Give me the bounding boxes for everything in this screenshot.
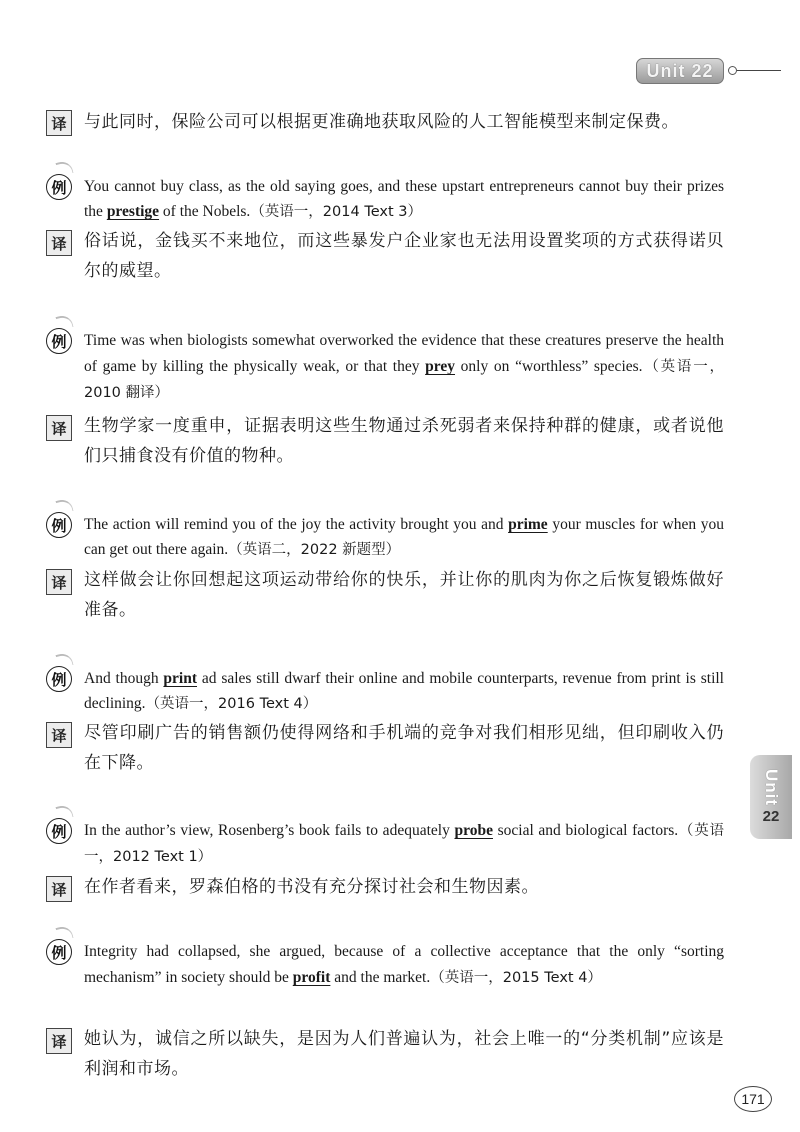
keyword: prime [508,516,548,533]
unit-header-tab: Unit 22 [636,58,724,84]
example-label: 例 [46,939,72,965]
header-line-dot [728,66,737,75]
translation-label: 译 [46,110,72,136]
translation-text: 她认为，诚信之所以缺失，是因为人们普遍认为，社会上唯一的“分类机制”应该是利润和市场。 [84,1029,724,1079]
source-citation: （英语一，2012 Text 1） [84,823,724,865]
example-label: 例 [46,818,72,844]
example-label: 例 [46,328,72,354]
source-citation: （英语一，2016 Text 4） [145,696,318,712]
translation-text: 这样做会让你回想起这项运动带给你的快乐，并让你的肌肉为你之后恢复锻炼做好准备。 [84,570,724,620]
translation-label: 译 [46,876,72,902]
keyword: profit [292,969,331,986]
source-citation: （英语二，2022 新题型） [228,542,401,558]
page-number: 171 [734,1086,772,1112]
side-unit-number: 22 [762,808,780,826]
translation-label: 译 [46,569,72,595]
keyword: print [163,670,198,687]
example-sentence: The action will remind you of the joy the activity brought you and prime your muscles for when you can get out there again.（英语二，2022 新题型） [84,516,724,558]
example-label: 例 [46,174,72,200]
keyword: prestige [106,203,160,220]
example-label: 例 [46,666,72,692]
translation-label: 译 [46,1028,72,1054]
translation-label: 译 [46,415,72,441]
source-citation: （英语一，2015 Text 4） [430,970,602,986]
example-sentence: Integrity had collapsed, she argued, because of a collective acceptance that the only “sorting mechanism” in society should be profit and the market.（英语一，2015 Text 4） [84,943,724,986]
keyword: probe [454,822,493,839]
example-sentence: And though print ad sales still dwarf their online and mobile counterparts, revenue from print is still declining.（英语一，2016 Text 4） [84,670,724,712]
side-unit-tab [750,755,792,839]
source-citation: （英语一，2014 Text 3） [250,204,422,220]
example-sentence: In the author’s view, Rosenberg’s book fails to adequately probe social and biological factors.（英语一，2012 Text 1） [84,822,724,865]
header-line [737,70,781,71]
translation-text: 在作者看来，罗森伯格的书没有充分探讨社会和生物因素。 [84,877,539,897]
translation-label: 译 [46,722,72,748]
example-sentence: You cannot buy class, as the old saying goes, and these upstart entrepreneurs cannot buy their prizes the prestige of the Nobels.（英语一，2014 Text 3） [84,178,724,220]
example-label: 例 [46,512,72,538]
keyword: prey [425,358,456,375]
intro-translation-text: 与此同时，保险公司可以根据更准确地获取风险的人工智能模型来制定保费。 [84,112,679,132]
example-sentence: Time was when biologists somewhat overworked the evidence that these creatures preserve the health of game by killing the physically weak, or that they prey only on “worthless” species.（英语一，2010 翻译） [84,332,724,401]
side-unit-label: Unit [762,768,781,807]
translation-text: 尽管印刷广告的销售额仍使得网络和手机端的竞争对我们相形见绌，但印刷收入仍在下降。 [84,723,724,773]
translation-label: 译 [46,230,72,256]
translation-text: 生物学家一度重申，证据表明这些生物通过杀死弱者来保持种群的健康，或者说他们只捕食没有价值的物种。 [84,416,724,466]
source-citation: （英语一，2010 翻译） [84,359,724,401]
translation-text: 俗话说，金钱买不来地位，而这些暴发户企业家也无法用设置奖项的方式获得诺贝尔的威望。 [84,231,724,281]
